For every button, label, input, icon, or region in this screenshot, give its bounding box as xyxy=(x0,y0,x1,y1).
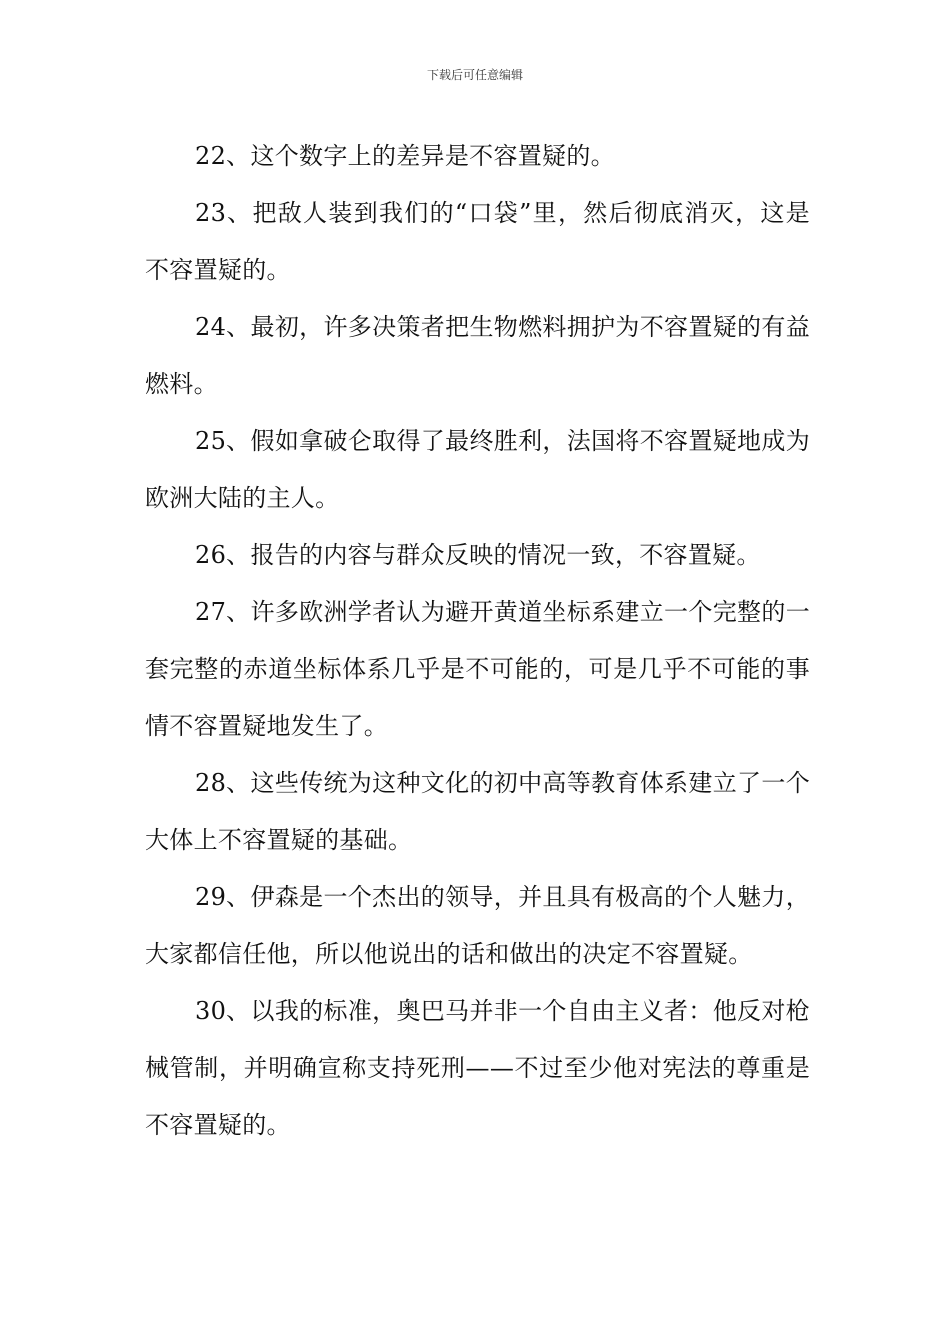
paragraph-26: 26、报告的内容与群众反映的情况一致，不容置疑。 xyxy=(195,541,761,569)
paragraph-24: 24、最初，许多决策者把生物燃料拥护为不容置疑的有益燃料。 xyxy=(145,313,810,398)
paragraph-28: 28、这些传统为这种文化的初中高等教育体系建立了一个大体上不容置疑的基础。 xyxy=(145,769,810,854)
paragraph-22: 22、这个数字上的差异是不容置疑的。 xyxy=(195,142,615,170)
paragraph-30: 30、以我的标准，奥巴马并非一个自由主义者：他反对枪械管制，并明确宣称支持死刑——不过至少他对宪法的尊重是不容置疑的。 xyxy=(145,997,810,1139)
paragraph-25: 25、假如拿破仑取得了最终胜利，法国将不容置疑地成为欧洲大陆的主人。 xyxy=(145,427,810,512)
paragraph-27: 27、许多欧洲学者认为避开黄道坐标系建立一个完整的一套完整的赤道坐标体系几乎是不可能的，可是几乎不可能的事情不容置疑地发生了。 xyxy=(145,598,810,740)
paragraph-29: 29、伊森是一个杰出的领导，并且具有极高的个人魅力，大家都信任他，所以他说出的话和做出的决定不容置疑。 xyxy=(145,883,810,968)
paragraph-23: 23、把敌人装到我们的“口袋”里，然后彻底消灭，这是不容置疑的。 xyxy=(145,199,810,284)
document-body xyxy=(145,128,810,1154)
page-header-note: 下载后可任意编辑 xyxy=(426,68,523,82)
